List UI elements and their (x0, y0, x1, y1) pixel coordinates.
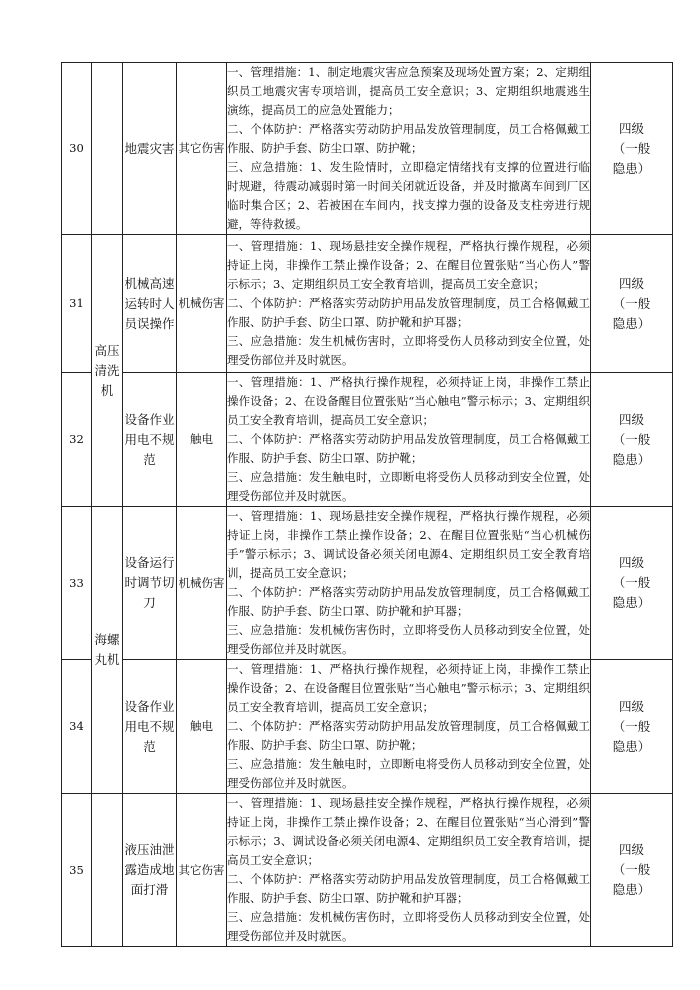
hazard-cell: 地震灾害 (123, 63, 177, 235)
table-row (62, 507, 673, 660)
risk-level-cell: 四级（一般隐患） (591, 507, 673, 660)
personal-protection: 二、个体防护：严格落实劳动防护用品发放管理制度，员工合格佩戴工作服、防护手套、防尘口罩、防护靴和护耳器； (227, 296, 590, 329)
hazard-cell: 机械高速运转时人员误操作 (123, 235, 177, 373)
risk-level-cell: 四级（一般隐患） (591, 660, 673, 794)
personal-protection: 二、个体防护：严格落实劳动防护用品发放管理制度，员工合格佩戴工作服、防护手套、防尘口罩、防护靴； (227, 122, 590, 155)
table-row (62, 235, 673, 373)
risk-control-table (61, 62, 673, 947)
measures-cell (227, 507, 591, 660)
equipment-group-cell (92, 794, 123, 947)
measures-cell (227, 235, 591, 373)
consequence-cell: 触电 (177, 373, 227, 507)
table-row (62, 660, 673, 794)
risk-level-cell: 四级（一般隐患） (591, 63, 673, 235)
consequence-cell: 触电 (177, 660, 227, 794)
table-row (62, 63, 673, 235)
consequence-cell: 机械伤害 (177, 235, 227, 373)
row-number: 32 (62, 373, 92, 507)
measures-cell (227, 660, 591, 794)
management-measures: 一、管理措施：1、严格执行操作规程，必须持证上岗，非操作工禁止操作设备；2、在设备醒目位置张贴“当心触电”警示标示；3、定期组织员工安全教育培训，提高员工安全意识； (227, 375, 590, 427)
emergency-measures: 三、应急措施：发机械伤害伤时，立即将受伤人员移动到安全位置，处理受伤部位并及时就医。 (227, 910, 590, 943)
emergency-measures: 三、应急措施：发生机械伤害时，立即将受伤人员移动到安全位置，处理受伤部位并及时就医。 (227, 334, 590, 367)
personal-protection: 二、个体防护：严格落实劳动防护用品发放管理制度，员工合格佩戴工作服、防护手套、防尘口罩、防护靴； (227, 719, 590, 752)
hazard-cell: 设备作业用电不规范 (123, 373, 177, 507)
row-number: 34 (62, 660, 92, 794)
measures-cell (227, 373, 591, 507)
row-number: 30 (62, 63, 92, 235)
emergency-measures: 三、应急措施：发生触电时，立即断电将受伤人员移动到安全位置，处理受伤部位并及时就医。 (227, 757, 590, 790)
personal-protection: 二、个体防护：严格落实劳动防护用品发放管理制度，员工合格佩戴工作服、防护手套、防尘口罩、防护靴； (227, 432, 590, 465)
emergency-measures: 三、应急措施：1、发生险情时，立即稳定情绪找有支撑的位置进行临时规避，待震动减弱时第一时间关闭就近设备，并及时撤离车间到厂区临时集合区；2、若被困在车间内，找支撑力强的设备及支柱旁进行规避，等待救援。 (227, 160, 590, 231)
equipment-group-cell: 高压清洗机 (92, 235, 123, 507)
management-measures: 一、管理措施：1、现场悬挂安全操作规程，严格执行操作规程，必须持证上岗，非操作工禁止操作设备；2、在醒目位置张贴“当心机械伤手”警示标示；3、调试设备必须关闭电源4、定期组织员工安全教育培训，提高员工安全意识； (227, 509, 590, 580)
management-measures: 一、管理措施：1、现场悬挂安全操作规程，严格执行操作规程，必须持证上岗，非操作工禁止操作设备；2、在醒目位置张贴“当心滑到”警示标示；3、调试设备必须关闭电源4、定期组织员工安全教育培训，提高员工安全意识； (227, 796, 590, 867)
consequence-cell: 其它伤害 (177, 63, 227, 235)
consequence-cell: 机械伤害 (177, 507, 227, 660)
management-measures: 一、管理措施：1、严格执行操作规程，必须持证上岗，非操作工禁止操作设备；2、在设备醒目位置张贴“当心触电”警示标示；3、定期组织员工安全教育培训，提高员工安全意识； (227, 662, 590, 714)
table-row (62, 373, 673, 507)
measures-cell (227, 63, 591, 235)
consequence-cell: 其它伤害 (177, 794, 227, 947)
hazard-cell: 设备运行时调节切刀 (123, 507, 177, 660)
row-number: 35 (62, 794, 92, 947)
emergency-measures: 三、应急措施：发机械伤害伤时，立即将受伤人员移动到安全位置，处理受伤部位并及时就医。 (227, 623, 590, 656)
personal-protection: 二、个体防护：严格落实劳动防护用品发放管理制度，员工合格佩戴工作服、防护手套、防尘口罩、防护靴和护耳器； (227, 585, 590, 618)
emergency-measures: 三、应急措施：发生触电时，立即断电将受伤人员移动到安全位置，处理受伤部位并及时就医。 (227, 470, 590, 503)
risk-level-cell: 四级（一般隐患） (591, 794, 673, 947)
equipment-group-cell: 海螺丸机 (92, 507, 123, 794)
table-row (62, 794, 673, 947)
management-measures: 一、管理措施：1、现场悬挂安全操作规程，严格执行操作规程，必须持证上岗，非操作工禁止操作设备；2、在醒目位置张贴“当心伤人”警示标示；3、定期组织员工安全教育培训，提高员工安全意识； (227, 239, 590, 291)
hazard-cell: 液压油泄露造成地面打滑 (123, 794, 177, 947)
equipment-group-cell (92, 63, 123, 235)
row-number: 33 (62, 507, 92, 660)
risk-level-cell: 四级（一般隐患） (591, 373, 673, 507)
risk-level-cell: 四级（一般隐患） (591, 235, 673, 373)
row-number: 31 (62, 235, 92, 373)
hazard-cell: 设备作业用电不规范 (123, 660, 177, 794)
measures-cell (227, 794, 591, 947)
management-measures: 一、管理措施：1、制定地震灾害应急预案及现场处置方案；2、定期组织员工地震灾害专项培训，提高员工安全意识；3、定期组织地震逃生演练，提高员工的应急处置能力； (227, 65, 590, 117)
personal-protection: 二、个体防护：严格落实劳动防护用品发放管理制度，员工合格佩戴工作服、防护手套、防尘口罩、防护靴和护耳器； (227, 872, 590, 905)
